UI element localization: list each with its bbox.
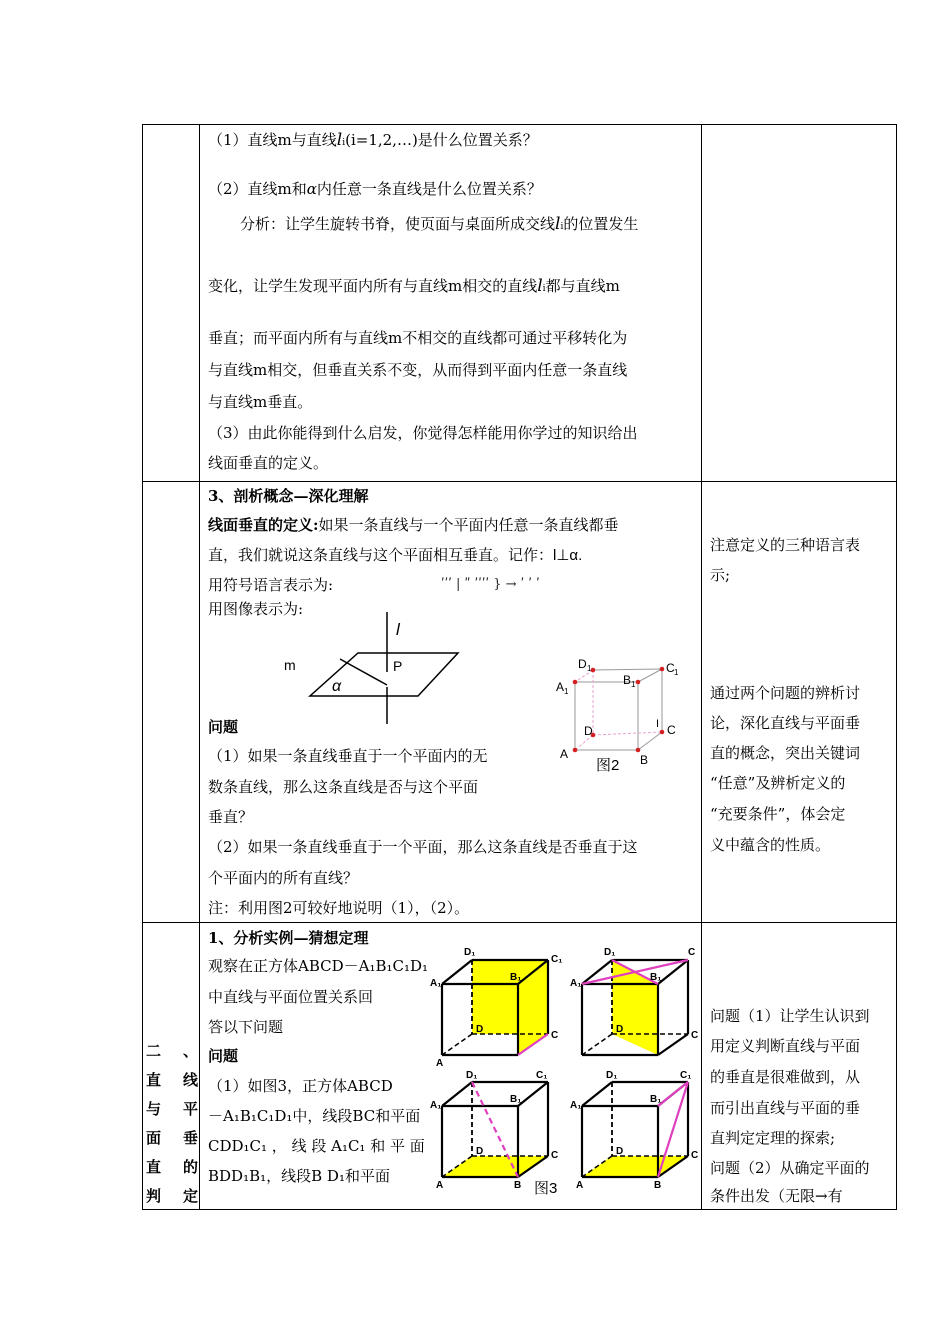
row2-side-3: 通过两个问题的辨析讨: [710, 684, 861, 702]
cube3a-A: A: [436, 1058, 444, 1069]
cube3c-C1: C₁: [536, 1070, 548, 1081]
cube3c-A1: A₁: [430, 1100, 442, 1111]
cube3b-C1: C: [688, 947, 696, 958]
col-divider-1: [199, 125, 200, 1209]
row1-q2-text: （2）直线m和: [208, 180, 307, 198]
row2-side-1: 注意定义的三种语言表: [710, 536, 861, 554]
row1-q1-text: （1）直线m与直线: [208, 131, 337, 149]
row3-q1-line3: CDD₁C₁ ， 线 段 A₁C₁ 和 平 面: [208, 1137, 425, 1155]
cube3b-A1: A₁: [570, 978, 582, 989]
row3-q1-line2: －A₁B₁C₁D₁中，线段BC和平面: [208, 1107, 421, 1125]
row2-side-4: 论，深化直线与平面垂: [710, 714, 861, 732]
row3-q1-line4: BDD₁B₁，线段B D₁和平面: [208, 1167, 390, 1185]
row1-q3-line1: （3）由此你能得到什么启发，你觉得怎样能用你学过的知识给出: [208, 424, 638, 442]
row1-an2-var: l: [537, 276, 543, 296]
row3-side-7: 条件出发（无限→有: [710, 1187, 843, 1205]
section-title-line1: 二、: [146, 1042, 198, 1060]
cube3a-A1: A₁: [430, 978, 442, 989]
row2-question-label: 问题: [208, 718, 239, 736]
definition-notation: l⊥α.: [553, 547, 583, 564]
row2-symbol-label: 用符号语言表示为:: [208, 576, 334, 594]
cube-figure-3: [428, 940, 700, 1202]
definition-label: 线面垂直的定义:: [208, 516, 319, 534]
row2-side-8: 义中蕴含的性质。: [710, 836, 831, 854]
row1-analysis-4: 与直线m相交，但垂直关系不变，从而得到平面内任意一条直线: [208, 361, 628, 379]
row2-q2-line1: （2）如果一条直线垂直于一个平面，那么这条直线是否垂直于这: [208, 838, 638, 856]
cube3d-D1: D₁: [606, 1070, 618, 1081]
row2-q1-line3: 垂直？: [208, 808, 254, 826]
row3-heading: 1、分析实例—猜想定理: [208, 929, 369, 947]
row3-question-label: 问题: [208, 1047, 239, 1065]
fig2-label-B: B: [640, 753, 649, 767]
definition-text-1: 如果一条直线与一个平面内任意一条直线都垂: [318, 516, 619, 534]
fig2-label-D: D: [584, 724, 593, 738]
cube3c-B: B: [514, 1180, 522, 1191]
row1-analysis-5: 与直线m垂直。: [208, 393, 313, 411]
cube3a-C: C: [551, 1030, 559, 1041]
cube-3c: [430, 1070, 558, 1191]
section-title-line3: 与 平: [146, 1100, 198, 1118]
row2-definition-2: [208, 545, 582, 566]
cube3c-C: C: [551, 1150, 559, 1161]
row3-observe-3: 答以下问题: [208, 1018, 284, 1036]
row3-observe-1: 观察在正方体ABCD－A₁B₁C₁D₁: [208, 957, 429, 975]
line-plane-figure: [270, 612, 470, 728]
row1-q2: [208, 179, 542, 199]
fig2-caption: 图2: [596, 757, 620, 774]
row1-analysis-1: [240, 214, 638, 237]
row2-definition-1: [208, 515, 619, 535]
section-title-line2: 直 线: [146, 1071, 198, 1089]
row1-analysis-3: 垂直；而平面内所有与直线m不相交的直线都可通过平移转化为: [208, 329, 628, 347]
cube3b-B1: B₁: [650, 972, 662, 983]
row1-q1-rest: (i=1,2,…)是什么位置关系？: [345, 131, 538, 149]
cube3d-B: B: [654, 1180, 662, 1191]
row-divider-1: [143, 481, 896, 482]
row2-image-label: 用图像表示为:: [208, 600, 304, 618]
fig2-label-D1: D: [578, 657, 587, 671]
cube3a-D1: D₁: [464, 947, 476, 958]
row1-q2-rest: 内任意一条直线是什么位置关系？: [316, 180, 542, 198]
section-title-line4: 面 垂: [146, 1129, 198, 1147]
row2-note: 注：利用图2可较好地说明（1），（2）。: [208, 899, 470, 917]
label-p: P: [393, 658, 403, 674]
row1-q1-var: l: [336, 130, 343, 150]
fig2-label-C: C: [667, 723, 676, 737]
cube3b-D1: D₁: [604, 947, 616, 958]
row1-q2-alpha: α: [306, 180, 317, 198]
cube3a-B1: B₁: [510, 972, 522, 983]
cube3b-D: D: [616, 1024, 624, 1035]
cube3a-C1: C₁: [551, 954, 563, 965]
cube3c-B1: B₁: [510, 1094, 522, 1105]
cube-figure-2: [550, 652, 690, 778]
row1-analysis-2: [208, 276, 620, 299]
cube3d-C1: C₁: [680, 1070, 692, 1081]
row2-side-2: 示;: [710, 566, 731, 584]
col-divider-2: [701, 125, 702, 1209]
row2-q2-line2: 个平面内的所有直线？: [208, 869, 359, 887]
cube-3b: [570, 947, 698, 1055]
cube3d-B1: B₁: [650, 1094, 662, 1105]
label-l: l: [396, 620, 400, 639]
row1-an2-rest: 都与直线m: [545, 277, 620, 295]
row2-side-7: “充要条件”，体会定: [710, 805, 846, 823]
fig2-sub-D1: 1: [587, 664, 592, 673]
line-m: [340, 659, 387, 685]
fig2-label-I: I: [656, 718, 660, 730]
definition-text-2: 直，我们就说这条直线与这个平面相互垂直。记作：: [208, 546, 554, 564]
row1-an1-rest: 的位置发生: [563, 215, 639, 233]
row1-q1: [208, 130, 538, 153]
cube3c-D1: D₁: [466, 1070, 478, 1081]
row2-q1-line2: 数条直线，那么这条直线是否与这个平面: [208, 778, 479, 796]
fig2-sub-C1: 1: [674, 668, 679, 677]
label-m: m: [284, 657, 296, 673]
fig2-label-A1: A: [556, 680, 565, 694]
section-title-line5: 直 的: [146, 1158, 198, 1176]
row1-q1-sub: i: [342, 138, 346, 148]
row3-side-1: 问题（1）让学生认识到: [710, 1007, 870, 1025]
cube3d-A: A: [576, 1180, 584, 1191]
cube3d-D: D: [616, 1146, 624, 1157]
row-divider-2: [143, 922, 896, 923]
fig2-label-C1: C: [666, 661, 675, 675]
row1-an2-text: 变化，让学生发现平面内所有与直线m相交的直线: [208, 277, 538, 295]
fig2-sub-B1: 1: [631, 680, 636, 689]
row2-side-6: “任意”及辨析定义的: [710, 774, 846, 792]
row1-an1-text: 分析：让学生旋转书脊，使页面与桌面所成交线: [240, 215, 556, 233]
row2-symbol-expression: ʹʹʹ | ʺ ʹʹʹʹ } → ʹ ʹ ʹ: [441, 577, 540, 592]
fig2-label-B1: B: [623, 673, 632, 687]
cube3a-D: D: [476, 1024, 484, 1035]
row2-side-5: 直的概念，突出关键词: [710, 744, 861, 762]
cube-3d: [570, 1070, 698, 1191]
row3-side-5: 直判定定理的探索;: [710, 1129, 836, 1147]
cube3c-D: D: [476, 1146, 484, 1157]
cube-3a: [430, 947, 562, 1069]
cube3d-C: C: [691, 1150, 699, 1161]
row3-q1-line1: （1）如图3，正方体ABCD: [208, 1077, 393, 1095]
row1-an1-var: l: [555, 214, 561, 234]
row1-an1-sub: i: [560, 222, 564, 232]
row3-side-4: 而引出直线与平面的垂: [710, 1099, 861, 1117]
fig2-label-A: A: [560, 747, 569, 761]
row3-side-6: 问题（2）从确定平面的: [710, 1159, 870, 1177]
fig3-caption: 图3: [534, 1180, 558, 1197]
fig2-sub-A1: 1: [564, 687, 569, 696]
label-alpha: α: [332, 678, 342, 695]
cube3c-A: A: [436, 1180, 444, 1191]
row1-an2-sub: i: [542, 284, 546, 294]
cube3d-A1: A₁: [570, 1100, 582, 1111]
row1-q3-line2: 线面垂直的定义。: [208, 454, 329, 472]
section-title-line6: 判 定: [146, 1187, 198, 1205]
cube3b-C: C: [691, 1030, 699, 1041]
row2-heading: 3、剖析概念—深化理解: [208, 487, 369, 505]
row3-side-3: 的垂直是很难做到，从: [710, 1068, 861, 1086]
row3-observe-2: 中直线与平面位置关系回: [208, 988, 374, 1006]
row2-q1-line1: （1）如果一条直线垂直于一个平面内的无: [208, 747, 488, 765]
row3-side-2: 用定义判断直线与平面: [710, 1037, 861, 1055]
